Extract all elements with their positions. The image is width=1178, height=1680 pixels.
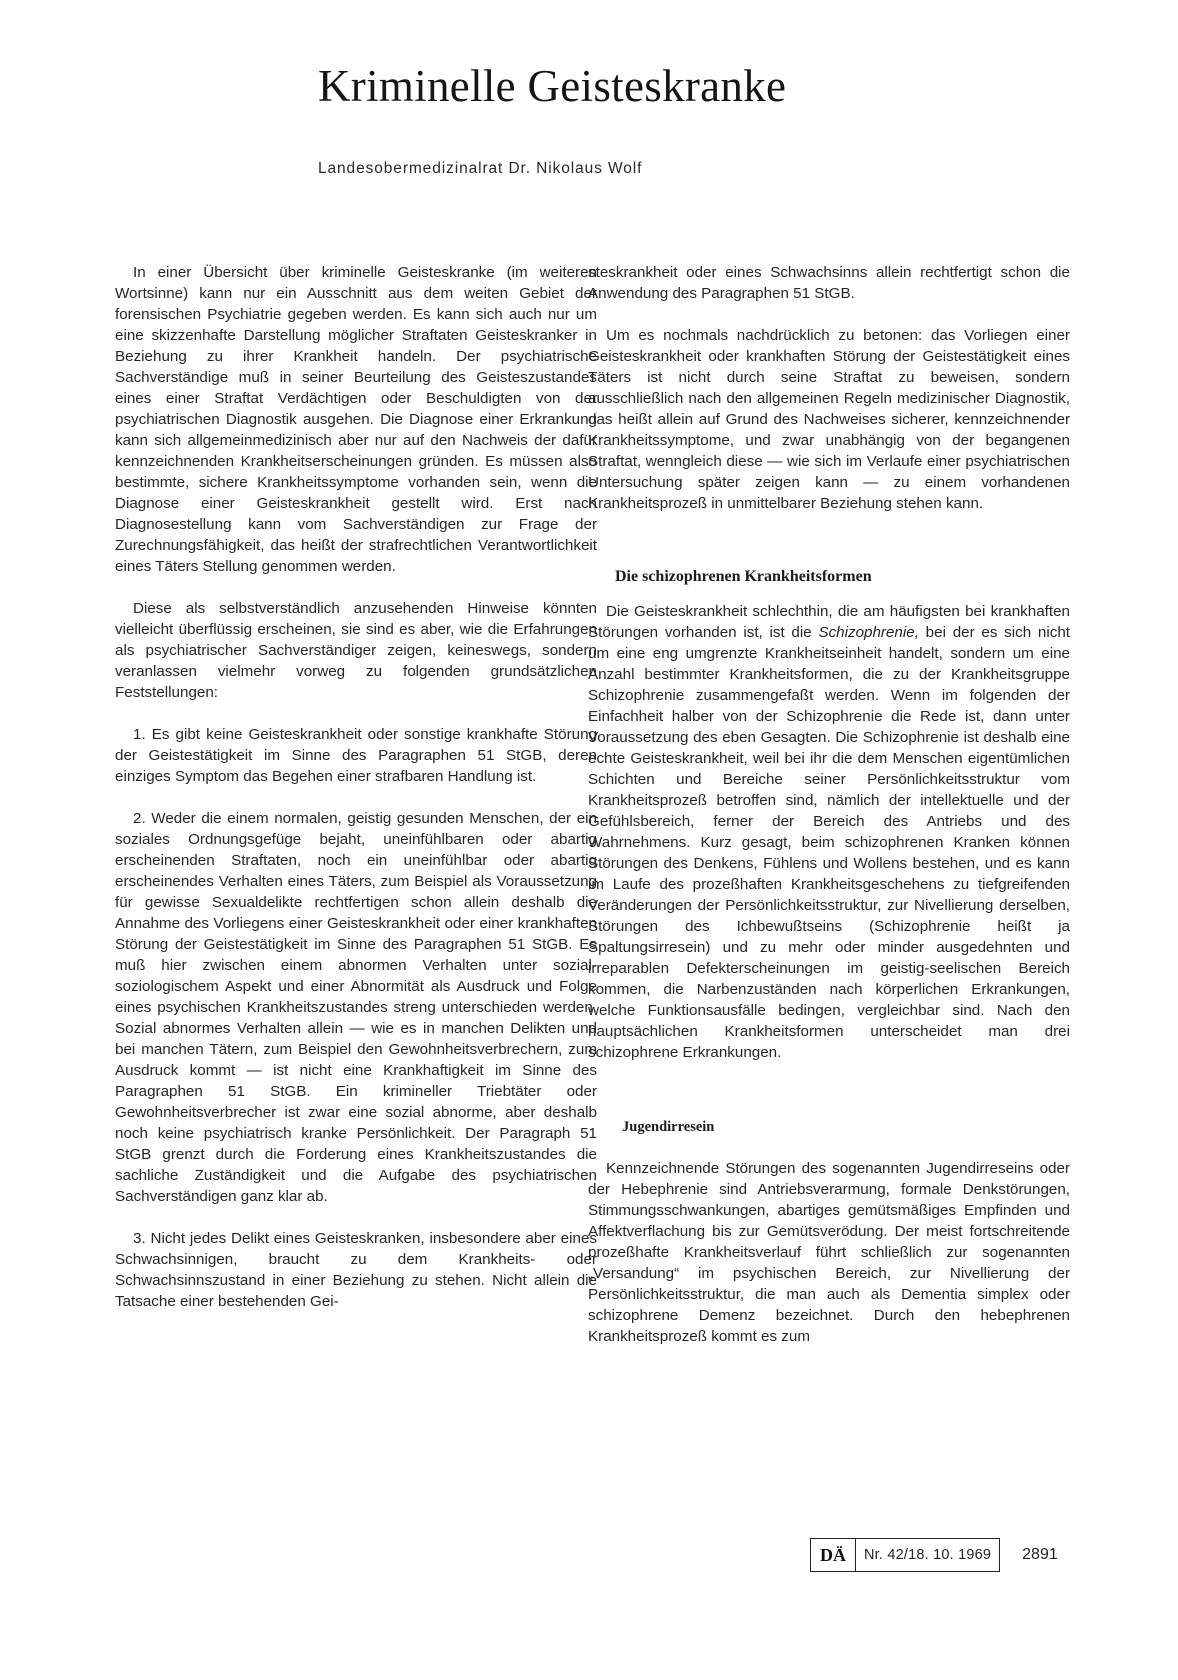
article-author: Landesobermedizinalrat Dr. Nikolaus Wolf bbox=[318, 160, 643, 177]
right-column bbox=[588, 262, 1070, 1347]
journal-logo: DÄ bbox=[811, 1539, 856, 1571]
page-number: 2891 bbox=[1022, 1546, 1058, 1563]
right-paragraph-3-start: Die Geisteskrankheit schlechthin, die am häufigsten bei krankhaften Störungen vorhanden ist, ist die bbox=[588, 603, 1070, 641]
right-paragraph-3-rest: bei der es sich nicht um eine eng umgrenzte Krankheitseinheit handelt, sondern um eine Anzahl bestimmter Krankheitsformen, die zu der Krankheitsgruppe Schizophrenie zusammengefaßt werden. Wenn im folgenden der Einfachheit halber von der Schizophrenie die Rede ist, dann unter Voraussetzung des eben Gesagten. Die Schizophrenie ist deshalb eine echte Geisteskrankheit, weil bei ihr die dem Menschen eigentümlichen Schichten und Bereiche seiner Persönlichkeitsstruktur vom Krankheitsprozeß betroffen sind, nämlich der intellektuelle und der Gefühlsbereich, ferner der Bereich des Antriebs und des Wahrnehmens. Kurz gesagt, beim schizophrenen Kranken können Störungen des Denkens, Fühlens und Wollens bestehen, und es kann im Laufe des prozeßhaften Krankheitsgeschehens zu tiefgreifenden Veränderungen der Persönlichkeitsstruktur, zur Nivellierung derselben, Störungen des Ichbewußtseins (Schizophrenie heißt ja Spaltungsirresein) und zu mehr oder minder ausgedehnten und irreparablen Defekterscheinungen im geistig-seelischen Bereich kommen, die Narbenzuständen nach körperlichen Erkrankungen, welche Funktionsausfälle bedingen, vergleichbar sind. Nach den hauptsächlichen Krankheitsformen unterscheidet man drei schizophrene Erkrankungen. bbox=[588, 624, 1070, 1061]
right-paragraph-2: Um es nochmals nachdrücklich zu betonen: das Vorliegen einer Geisteskrankheit oder krankhaften Störung der Geistestätigkeit eines Täters ist nicht durch seine Straftat zu beweisen, sondern ausschließlich nach den allgemeinen Regeln medizinischer Diagnostik, das heißt allein auf Grund des Nachweises sicherer, kennzeichnender Krankheitssymptome, und zwar unabhängig von der begangenen Straftat, wenngleich diese — wie sich im Verlaufe einer psychiatrischen Untersuchung später zeigen kann — zu einem vorhandenen Krankheitsprozeß in unmittelbarer Beziehung stehen kann. bbox=[588, 327, 1070, 512]
section-heading-jugendirresein: Jugendirresein bbox=[622, 1119, 715, 1135]
left-paragraph-5: 3. Nicht jedes Delikt eines Geisteskranken, insbesondere aber eines Schwachsinnigen, braucht zu dem Krankheits- oder Schwachsinnszustand in einer Beziehung zu stehen. Nicht allein die Tatsache einer bestehenden Gei- bbox=[115, 1230, 597, 1310]
section-heading-schizophrenic-forms: Die schizophrenen Krankheitsformen bbox=[615, 568, 872, 585]
left-paragraph-2: Diese als selbstverständlich anzusehenden Hinweise könnten vielleicht überflüssig erscheinen, sie sind es aber, wie die Erfahrungen als psychiatrischer Sachverständiger zeigen, keineswegs, sondern veranlassen vielmehr vorweg zu folgenden grundsätzlichen Feststellungen: bbox=[115, 600, 597, 701]
right-paragraph-3 bbox=[588, 601, 1070, 1063]
left-paragraph-4: 2. Weder die einem normalen, geistig gesunden Menschen, der ein soziales Ordnungsgefüge bejaht, uneinfühlbaren oder abartig erscheinenden Straftaten, noch ein uneinfühlbar oder abartig erscheinendes Verhalten eines Täters, zum Beispiel als Voraussetzung für gewisse Sexualdelikte rechtfertigen schon allein deshalb die Annahme des Vorliegens einer Geisteskrankheit oder einer krankhaften Störung der Geistestätigkeit im Sinne des Paragraphen 51 StGB. Es muß hier zwischen einem abnormen Verhalten unter sozial-soziologischem Aspekt und einer Abnormität als Ausdruck und Folge eines psychischen Krankheitszustandes streng unterschieden werden. Sozial abnormes Verhalten allein — wie es in manchen Delikten und bei manchen Tätern, zum Beispiel den Gewohnheitsverbrechern, zum Ausdruck kommt — ist nicht eine Krankhaftigkeit im Sinne des Paragraphen 51 StGB. Ein krimineller Triebtäter oder Gewohnheitsverbrecher ist zwar eine sozial abnorme, aber deshalb noch keine psychiatrisch kranke Persönlichkeit. Der Paragraph 51 StGB grenzt durch die Forderung eines Krankheitszustandes die sachliche Zuständigkeit und die Aufgabe des psychiatrischen Sachverständigen ganz klar ab. bbox=[115, 810, 597, 1205]
article-title: Kriminelle Geisteskranke bbox=[318, 61, 787, 111]
right-paragraph-1: steskrankheit oder eines Schwachsinns allein rechtfertigt schon die Anwendung des Paragraphen 51 StGB. bbox=[588, 264, 1070, 302]
right-paragraph-3-emphasis: Schizophrenie, bbox=[818, 624, 919, 641]
left-column bbox=[115, 262, 597, 1312]
issue-badge bbox=[810, 1538, 1000, 1572]
left-paragraph-3: 1. Es gibt keine Geisteskrankheit oder sonstige krankhafte Störung der Geistestätigkeit im Sinne des Paragraphen 51 StGB, deren einziges Symptom das Begehen einer strafbaren Handlung ist. bbox=[115, 726, 597, 785]
right-paragraph-4: Kennzeichnende Störungen des sogenannten Jugendirreseins oder der Hebephrenie sind Antriebsverarmung, formale Denkstörungen, Stimmungsschwankungen, abartiges gemütsmäßiges Empfinden und Affektverflachung bis zur Gemütsverödung. Der meist fortschreitende prozeßhafte Krankheitsverlauf führt schließlich zur sogenannten „Versandung“ im psychischen Bereich, zur Nivellierung der Persönlichkeitsstruktur, die man auch als Dementia simplex oder schizophrene Demenz bezeichnet. Durch den hebephrenen Krankheitsprozeß kommt es zum bbox=[588, 1160, 1070, 1345]
issue-number: Nr. 42/18. 10. 1969 bbox=[864, 1547, 992, 1563]
left-paragraph-1: In einer Übersicht über kriminelle Geisteskranke (im weiteren Wortsinne) kann nur ein Ausschnitt aus dem weiten Gebiet der forensischen Psychiatrie gegeben werden. Es kann sich auch nur um eine skizzenhafte Darstellung möglicher Straftaten Geisteskranker in Beziehung zu ihrer Krankheit handeln. Der psychiatrische Sachverständige muß in seiner Beurteilung des Geisteszustandes eines einer Straftat Verdächtigen oder Beschuldigten von der psychiatrischen Diagnostik ausgehen. Die Diagnose einer Erkrankung kann sich allgemeinmedizinisch aber nur auf den Nachweis der dafür kennzeichnenden Krankheitserscheinungen gründen. Es müssen also bestimmte, sichere Krankheitssymptome vorhanden sein, wenn die Diagnose einer Geisteskrankheit gestellt wird. Erst nach Diagnosestellung kann vom Sachverständigen zur Frage der Zurechnungsfähigkeit, das heißt der strafrechtlichen Verantwortlichkeit eines Täters Stellung genommen werden. bbox=[115, 264, 597, 575]
page-footer bbox=[810, 1538, 1058, 1572]
